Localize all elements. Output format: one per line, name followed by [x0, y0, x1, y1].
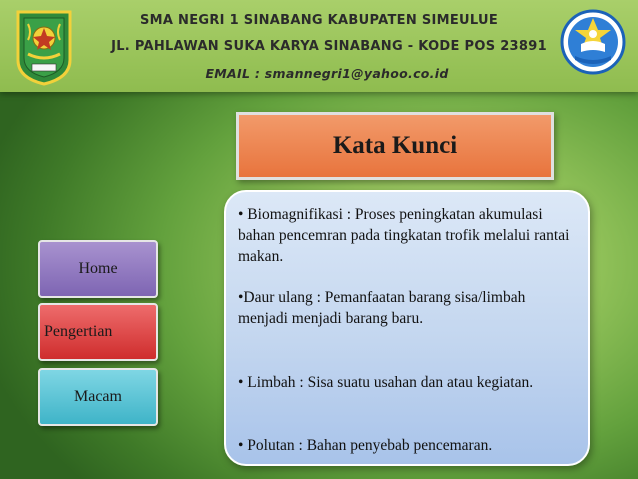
school-name: SMA NEGRI 1 SINABANG KABUPATEN SIMEULUE: [139, 13, 499, 28]
keyword-definitions-panel: [224, 190, 590, 466]
pengertian-button[interactable]: Pengertian: [38, 303, 158, 361]
definition-limbah: • Limbah : Sisa suatu usahan dan atau kegiatan.: [238, 374, 534, 391]
definition-daur-ulang: •Daur ulang : Pemanfaatan barang sisa/limbah menjadi menjadi barang baru.: [238, 289, 526, 327]
page-title: Kata Kunci: [236, 112, 554, 180]
definition-polutan: • Polutan : Bahan penyebab pencemaran.: [238, 437, 493, 454]
school-address: JL. PAHLAWAN SUKA KARYA SINABANG - KODE POS 23891: [111, 39, 547, 54]
home-button[interactable]: Home: [38, 240, 158, 298]
macam-button[interactable]: Macam: [38, 368, 158, 426]
definition-biomagnifikasi: • Biomagnifikasi : Proses peningkatan akumulasi bahan pencemran pada tingkatan trofik melalui rantai makan.: [238, 206, 570, 265]
school-email: EMAIL : smannegri1@yahoo.co.id: [205, 66, 449, 81]
header-banner: [0, 0, 638, 92]
tut-wuri-handayani-emblem-icon: [559, 8, 627, 78]
